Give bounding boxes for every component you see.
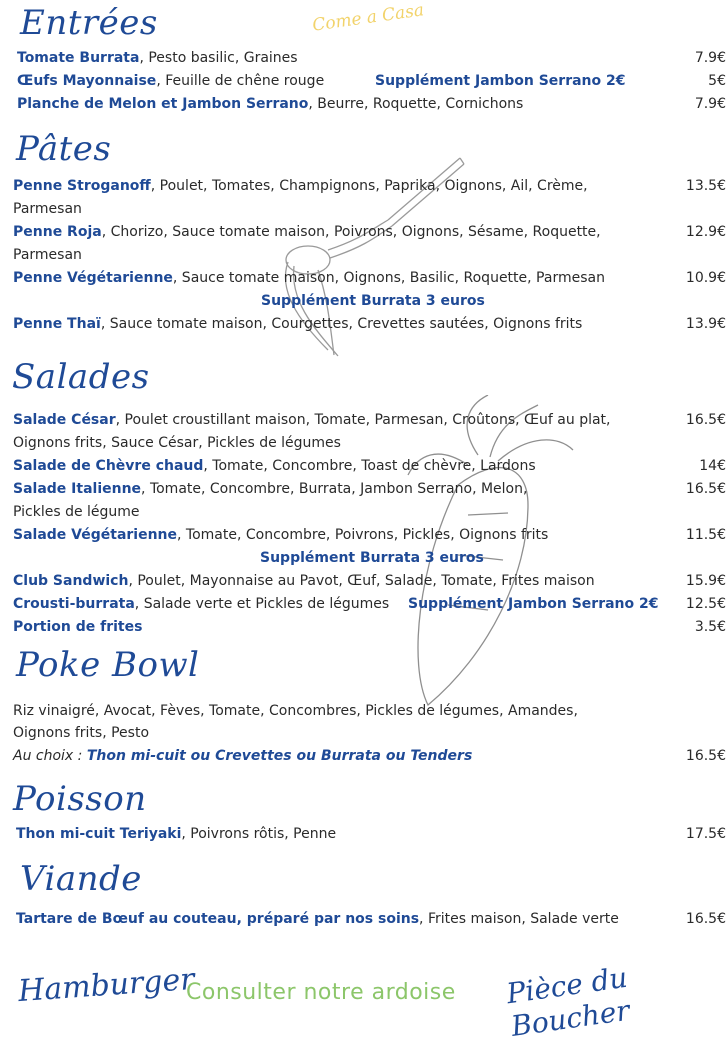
menu-price: 16.5€ bbox=[685, 481, 726, 497]
menu-price: 13.5€ bbox=[685, 178, 726, 194]
menu-item: Salade Italienne, Tomate, Concombre, Burrata, Jambon Serrano, Melon, bbox=[13, 481, 528, 497]
menu-price: 16.5€ bbox=[685, 412, 726, 428]
menu-price: 13.9€ bbox=[685, 316, 726, 332]
menu-item: Salade de Chèvre chaud, Tomate, Concombre, Toast de chèvre, Lardons bbox=[13, 458, 536, 474]
menu-item-continued: Parmesan bbox=[13, 201, 82, 217]
menu-item: Penne Stroganoff, Poulet, Tomates, Champignons, Paprika, Oignons, Ail, Crème, bbox=[13, 178, 588, 194]
menu-price: 7.9€ bbox=[694, 50, 726, 66]
menu-item: Portion de frites bbox=[13, 619, 143, 635]
supplement-note: Supplément Jambon Serrano 2€ bbox=[408, 596, 659, 612]
menu-price: 3.5€ bbox=[694, 619, 726, 635]
menu-price: 7.9€ bbox=[694, 96, 726, 112]
section-title-poisson: Poisson bbox=[13, 779, 147, 819]
menu-item: Salade César, Poulet croustillant maison, Tomate, Parmesan, Croûtons, Œuf au plat, bbox=[13, 412, 611, 428]
menu-price: 12.9€ bbox=[685, 224, 726, 240]
section-title-viande: Viande bbox=[20, 859, 142, 899]
menu-item: Penne Végétarienne, Sauce tomate maison, Oignons, Basilic, Roquette, Parmesan bbox=[13, 270, 605, 286]
menu-item: Riz vinaigré, Avocat, Fèves, Tomate, Concombres, Pickles de légumes, Amandes, bbox=[13, 703, 578, 719]
section-title-entrees: Entrées bbox=[20, 3, 158, 43]
menu-choice: Au choix : Thon mi-cuit ou Crevettes ou Burrata ou Tenders bbox=[13, 748, 473, 764]
section-title-pates: Pâtes bbox=[16, 129, 112, 169]
menu-price: 12.5€ bbox=[685, 596, 726, 612]
menu-item: Penne Thaï, Sauce tomate maison, Courgettes, Crevettes sautées, Oignons frits bbox=[13, 316, 583, 332]
menu-item: Œufs Mayonnaise, Feuille de chêne rouge bbox=[17, 73, 325, 89]
menu-price: 14€ bbox=[699, 458, 726, 474]
menu-price: 10.9€ bbox=[685, 270, 726, 286]
menu-item: Thon mi-cuit Teriyaki, Poivrons rôtis, Penne bbox=[16, 826, 337, 842]
menu-item: Penne Roja, Chorizo, Sauce tomate maison, Poivrons, Oignons, Sésame, Roquette, bbox=[13, 224, 601, 240]
menu-item-continued: Oignons frits, Pesto bbox=[13, 725, 150, 741]
menu-price: 17.5€ bbox=[685, 826, 726, 842]
menu-price: 15.9€ bbox=[685, 573, 726, 589]
section-title-salades: Salades bbox=[12, 357, 150, 397]
menu-price: 16.5€ bbox=[685, 748, 726, 764]
footer-piece-du-boucher: Pièce du Boucher bbox=[504, 960, 632, 1043]
brand-logo: Come a Casa bbox=[311, 0, 426, 36]
menu-item: Planche de Melon et Jambon Serrano, Beurre, Roquette, Cornichons bbox=[17, 96, 524, 112]
footer-ardoise: Consulter notre ardoise bbox=[186, 980, 456, 1005]
menu-item-continued: Pickles de légume bbox=[13, 504, 140, 520]
section-title-poke-bowl: Poke Bowl bbox=[16, 645, 200, 685]
menu-item: Club Sandwich, Poulet, Mayonnaise au Pavot, Œuf, Salade, Tomate, Frites maison bbox=[13, 573, 595, 589]
menu-item: Salade Végétarienne, Tomate, Concombre, Poivrons, Pickles, Oignons frits bbox=[13, 527, 549, 543]
menu-item-continued: Oignons frits, Sauce César, Pickles de légumes bbox=[13, 435, 341, 451]
menu-item: Crousti-burrata, Salade verte et Pickles de légumes bbox=[13, 596, 390, 612]
menu-item: Tartare de Bœuf au couteau, préparé par nos soins, Frites maison, Salade verte bbox=[16, 911, 619, 927]
supplement-note: Supplément Burrata 3 euros bbox=[260, 550, 484, 566]
supplement-note: Supplément Jambon Serrano 2€ bbox=[375, 73, 626, 89]
supplement-note: Supplément Burrata 3 euros bbox=[261, 293, 485, 309]
menu-item-continued: Parmesan bbox=[13, 247, 82, 263]
menu-price: 11.5€ bbox=[685, 527, 726, 543]
menu-price: 16.5€ bbox=[685, 911, 726, 927]
menu-item: Tomate Burrata, Pesto basilic, Graines bbox=[17, 50, 298, 66]
footer-hamburger: Hamburger bbox=[16, 961, 196, 1010]
menu-price: 5€ bbox=[708, 73, 726, 89]
